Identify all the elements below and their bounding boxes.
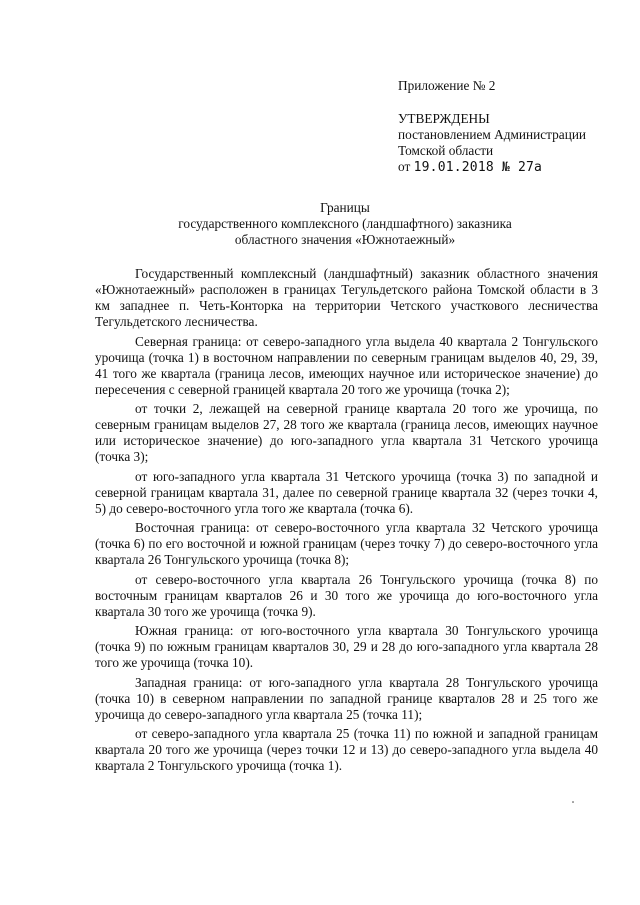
date-number-stamp: 19.01.2018 № 27а: [413, 160, 543, 175]
paragraph-east-boundary-2: от северо-восточного угла квартала 26 Тонгульского урочища (точка 8) по восточным границам кварталов 26 и 30 того же урочища до юго-восточного угла квартала 30 того же урочища (точка 9).: [95, 571, 598, 619]
paragraph-north-boundary-2: от точки 2, лежащей на северной границе квартала 20 того же урочища, по северным границам выделов 27, 28 того же квартала (граница лесов, имеющих научное или историческое значение) до юго-западного угла квартала 31 Четского урочища (точка 3);: [95, 401, 598, 465]
paragraph-west-boundary-2: от северо-западного угла квартала 25 (точка 11) по южной и западной границам квартала 20 того же урочища (через точки 12 и 13) до северо-западного угла выдела 40 квартала 2 Тонгульского урочища (точка 1).: [95, 726, 598, 774]
paragraph-north-boundary: Северная граница: от северо-западного угла выдела 40 квартала 2 Тонгульского урочища (точка 1) в восточном направлении по северным границам выделов 40, 29, 39, 41 того же квартала (граница лесов, имеющих научное или историческое значение) до пересечения с северной границей квартала 20 того же урочища (точка 2);: [95, 333, 598, 397]
appendix-number: Приложение № 2: [398, 78, 496, 93]
paragraph-north-boundary-3: от юго-западного угла квартала 31 Четского урочища (точка 3) по западной и северной границам квартала 31, далее по северной границе квартала 32 (через точки 4, 5) до северо-восточного угла того же квартала (точка 6).: [95, 468, 598, 516]
paragraph-east-boundary: Восточная граница: от северо-восточного угла квартала 32 Четского урочища (точка 6) по его восточной и южной границам (через точку 7) до северо-восточного угла квартала 26 Тонгульского урочища (точка 8);: [95, 520, 598, 568]
resolution-date-line: [398, 159, 618, 176]
paragraph-south-boundary: Южная граница: от юго-восточного угла квартала 30 Тонгульского урочища (точка 9) по южным границам кварталов 30, 29 и 28 до юго-западного угла квартала 28 того же урочища (точка 10).: [95, 623, 598, 671]
paragraph-intro: Государственный комплексный (ландшафтный) заказник областного значения «Южнотаежный» расположен в границах Тегульдетского района Томской области в 3 км западнее п. Четь-Конторка на территории Четского участкового лесничества Тегульдетского лесничества.: [95, 266, 598, 330]
document-title: [95, 200, 595, 248]
resolution-line-1: постановлением Администрации: [398, 127, 587, 142]
title-line-3: областного значения «Южнотаежный»: [234, 232, 456, 247]
document-body: [95, 266, 598, 778]
title-line-1: Границы: [320, 200, 370, 215]
date-prefix: от: [398, 159, 411, 174]
title-line-2: государственного комплексного (ландшафтного) заказника: [178, 216, 512, 231]
paragraph-west-boundary: Западная граница: от юго-западного угла квартала 28 Тонгульского урочища (точка 10) в северном направлении по западной границе кварталов 28 и 25 того же урочища до северо-западного угла квартала 25 (точка 11);: [95, 674, 598, 722]
approved-heading: УТВЕРЖДЕНЫ: [398, 111, 490, 126]
approval-block: [398, 78, 618, 176]
resolution-line-2: Томской области: [398, 143, 494, 158]
scan-speck: [572, 801, 574, 803]
